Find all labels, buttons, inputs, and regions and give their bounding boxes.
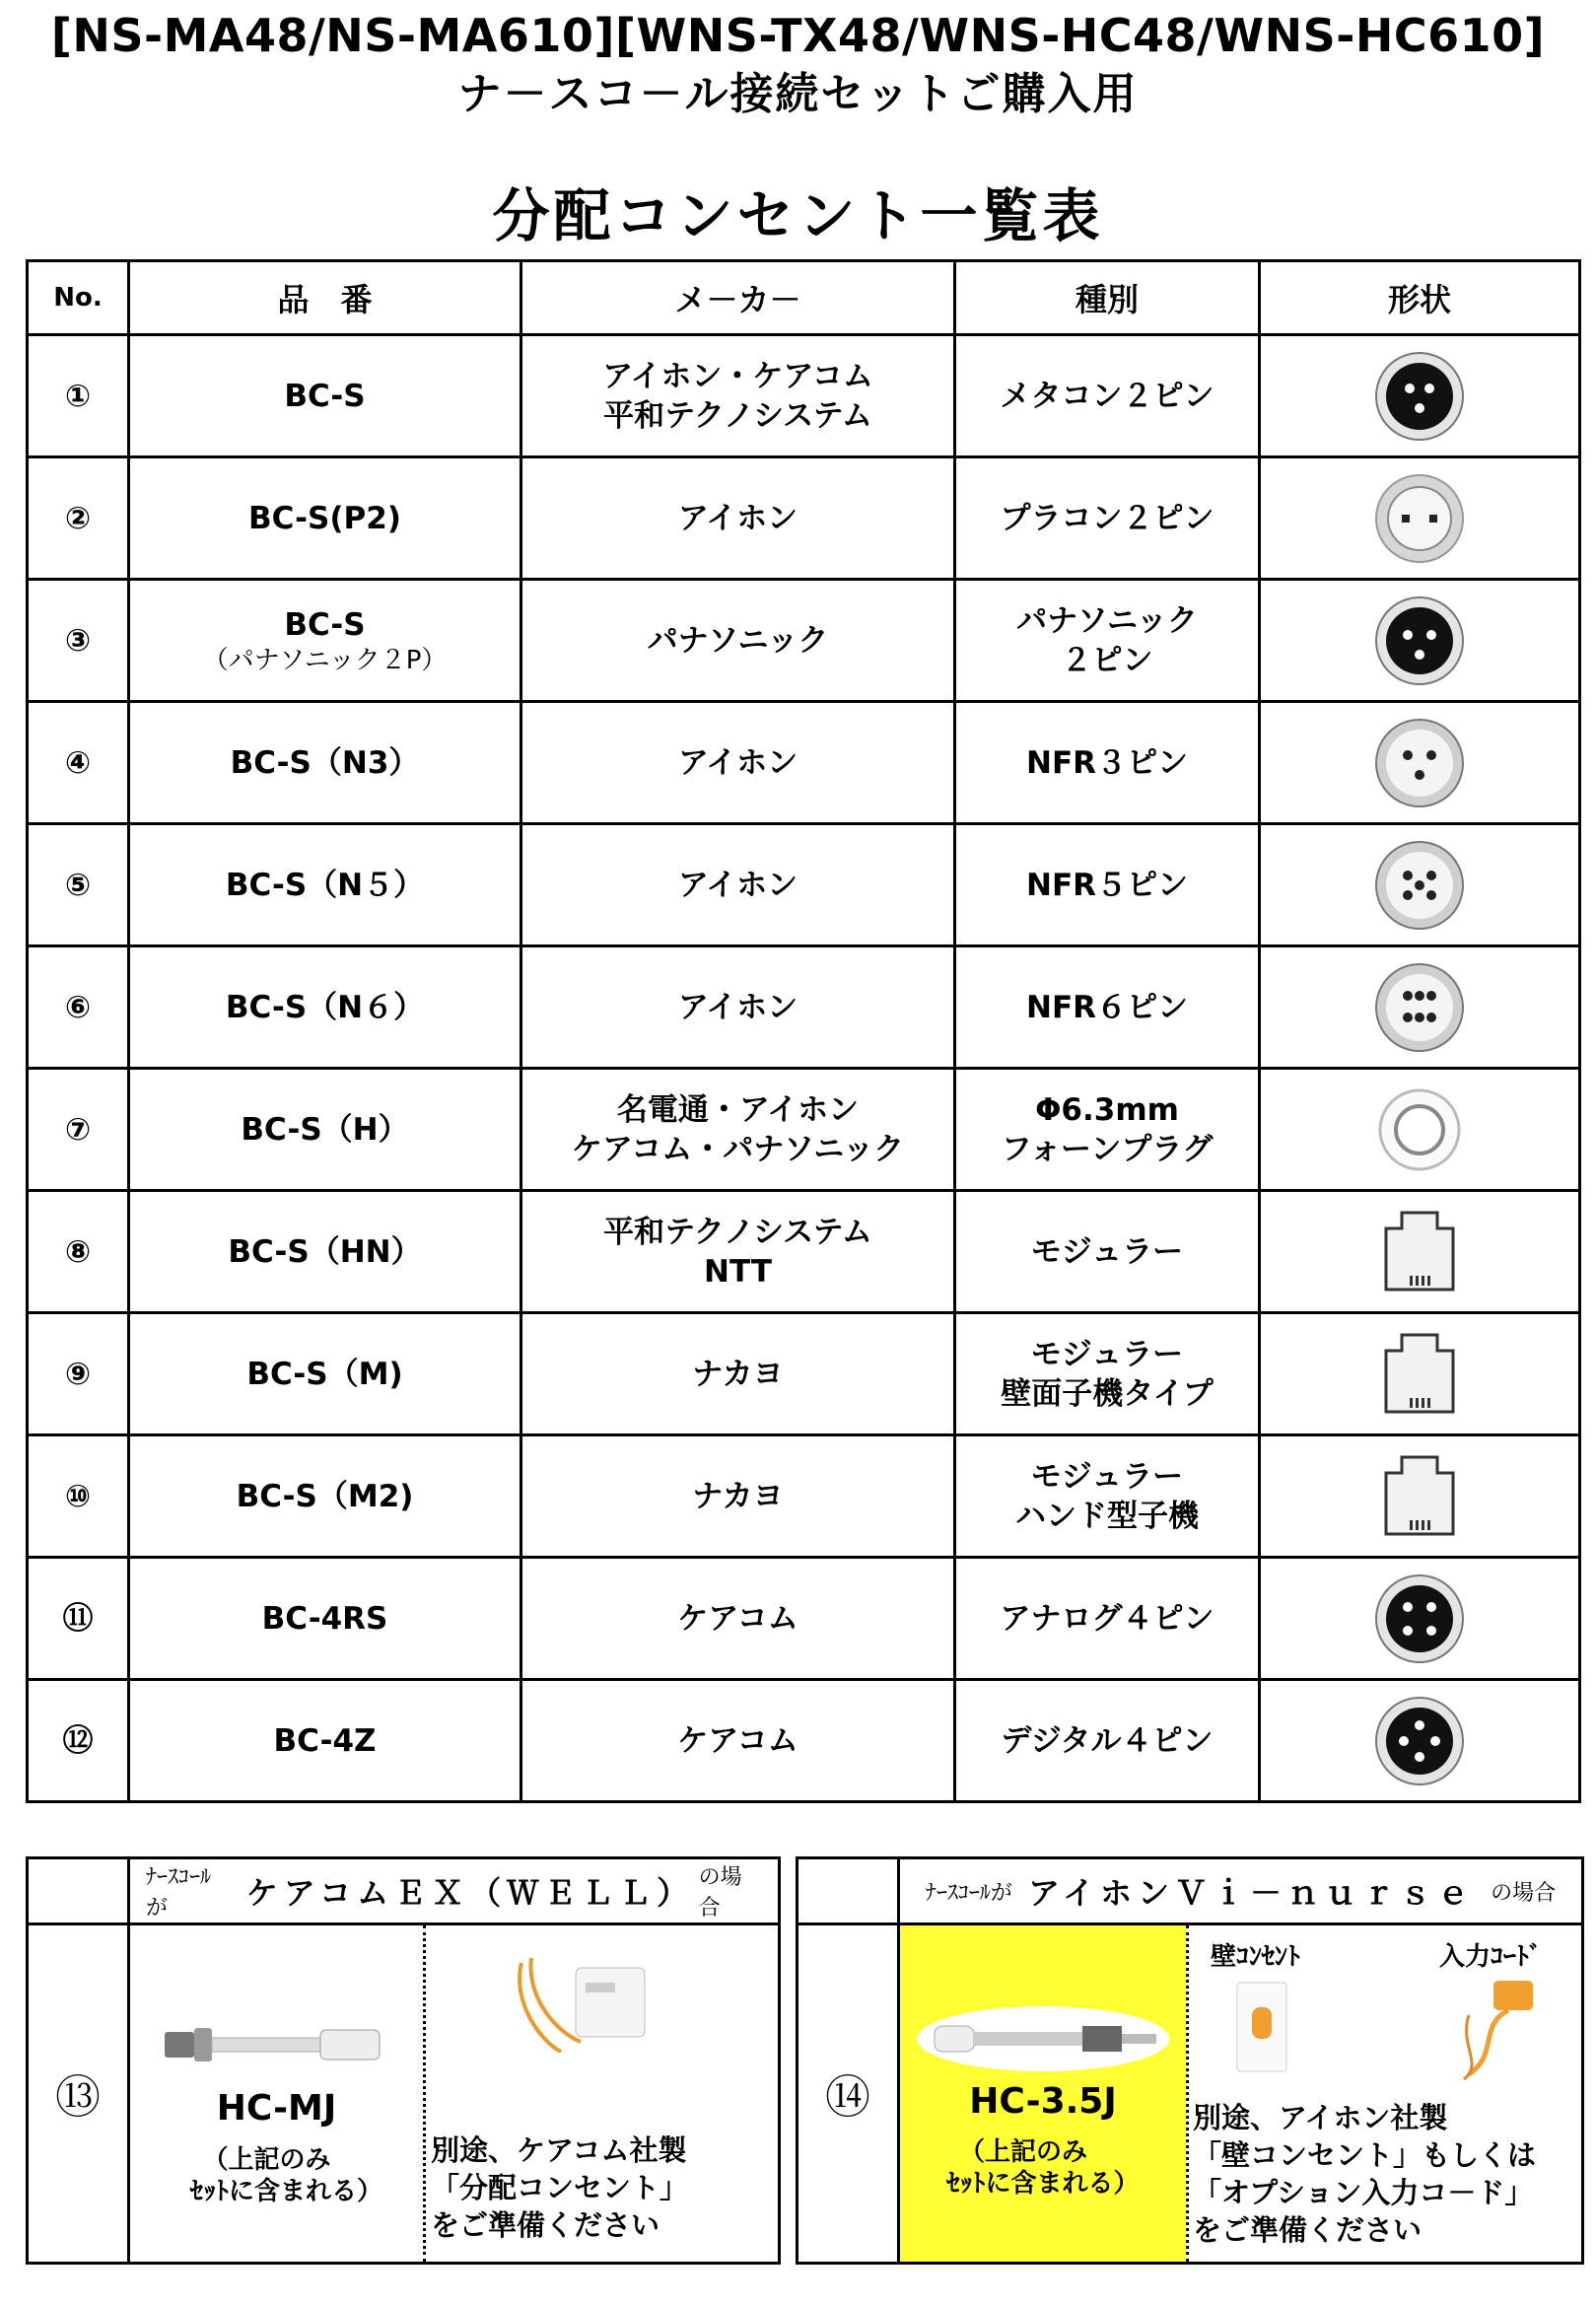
box14-header-name: アイホンＶｉ－ｎｕｒｓｅ xyxy=(1027,1874,1476,1912)
box13-product-note-1: （上記のみ xyxy=(202,2145,331,2175)
box14-header-suffix: の場合 xyxy=(1491,1880,1557,1906)
row-number: ⑪ xyxy=(28,1558,129,1680)
box13-product-note-2: ｾｯﾄに含まれる） xyxy=(189,2177,382,2206)
product-code-text: BC-S（M2) xyxy=(236,1478,414,1514)
maker-line: アイホン・ケアコム xyxy=(602,358,873,394)
product-code-text: BC-S（N５） xyxy=(225,867,425,903)
product-code-text: BC-S（H） xyxy=(241,1111,409,1148)
maker-line: ナカヨ xyxy=(692,1356,784,1392)
box14-note-line3: 「オプション入力コ－ド」 xyxy=(1193,2176,1534,2209)
modular-jack-icon xyxy=(1372,1449,1467,1544)
analog-4pin-icon xyxy=(1372,1572,1467,1666)
outlet-table xyxy=(26,259,1581,1803)
maker xyxy=(521,824,955,946)
table-row xyxy=(28,1313,1580,1435)
box13-note-line2: 「分配コンセント」 xyxy=(431,2171,689,2204)
nfr-6pin-icon xyxy=(1372,960,1467,1055)
table-row xyxy=(28,946,1580,1069)
col-header-no: No. xyxy=(28,261,129,335)
table-row xyxy=(28,824,1580,946)
box14-divider xyxy=(1186,1925,1189,2262)
connector-type xyxy=(955,1069,1260,1191)
nfr-5pin-icon xyxy=(1372,838,1467,933)
product-code xyxy=(129,1558,521,1680)
box14-header-blank xyxy=(798,1859,900,1925)
modular-jack-icon xyxy=(1372,1327,1467,1422)
box14-product-note-1: （上記のみ xyxy=(958,2137,1087,2167)
box13-number: ⑬ xyxy=(29,1925,130,2262)
table-row xyxy=(28,1191,1580,1313)
maker-line: ケアコム xyxy=(677,1600,798,1637)
connector-type xyxy=(955,1191,1260,1313)
box14-header xyxy=(900,1859,1581,1925)
maker xyxy=(521,1069,955,1191)
connector-type xyxy=(955,824,1260,946)
box13-header-suffix: の場合 xyxy=(698,1865,742,1921)
connector-shape xyxy=(1260,1313,1580,1435)
product-code xyxy=(129,1313,521,1435)
type-line: モジュラー xyxy=(1030,1233,1184,1270)
input-cord-icon xyxy=(1439,1976,1548,2084)
product-code-text: BC-S（HN） xyxy=(228,1233,422,1270)
product-code xyxy=(129,946,521,1069)
hc-mj-cable-icon xyxy=(155,2014,391,2073)
nfr-3pin-icon xyxy=(1372,716,1467,810)
connector-shape xyxy=(1260,1680,1580,1802)
product-code-text: BC-4Z xyxy=(273,1722,377,1759)
table-row xyxy=(28,1435,1580,1558)
maker xyxy=(521,1191,955,1313)
row-number: ⑤ xyxy=(28,824,129,946)
product-code-text: BC-S(P2) xyxy=(248,500,401,536)
box14-product-name: HC-3.5J xyxy=(969,2081,1117,2122)
col-header-type: 種別 xyxy=(955,261,1260,335)
type-line: パナソニック xyxy=(1016,602,1198,639)
model-list: [NS-MA48/NS-MA610][WNS-TX48/WNS-HC48/WNS-HC610] xyxy=(50,9,1546,62)
product-code-text: BC-S xyxy=(284,378,366,414)
maker xyxy=(521,1313,955,1435)
connector-shape xyxy=(1260,824,1580,946)
product-code xyxy=(129,702,521,824)
box13-note xyxy=(431,2131,688,2244)
connector-shape xyxy=(1260,1069,1580,1191)
type-line: Φ6.3mm xyxy=(1035,1091,1179,1128)
maker-line: 平和テクノシステム xyxy=(603,397,872,434)
maker xyxy=(521,335,955,457)
table-row xyxy=(28,1069,1580,1191)
box13-header-blank xyxy=(29,1859,130,1925)
row-number: ⑧ xyxy=(28,1191,129,1313)
col-header-product: 品 番 xyxy=(129,261,521,335)
row-number: ⑨ xyxy=(28,1313,129,1435)
connector-shape xyxy=(1260,335,1580,457)
table-row xyxy=(28,1558,1580,1680)
maker-line: アイホン xyxy=(677,867,798,903)
type-line: NFR５ピン xyxy=(1026,867,1188,903)
product-code xyxy=(129,335,521,457)
box14-number: ⑭ xyxy=(798,1925,900,2262)
box14-product xyxy=(900,1925,1186,2262)
row-number: ⑥ xyxy=(28,946,129,1069)
type-line: プラコン２ピン xyxy=(1000,500,1214,536)
maker-line: 名電通・アイホン xyxy=(616,1091,860,1128)
maker xyxy=(521,702,955,824)
maker-line: ケアコム・パナソニック xyxy=(571,1131,905,1167)
table-row xyxy=(28,580,1580,702)
product-code-text: BC-S xyxy=(284,606,366,643)
connector-type xyxy=(955,1313,1260,1435)
box14-note-line2: 「壁コンセント」もしくは xyxy=(1193,2138,1537,2172)
type-line: NFR６ピン xyxy=(1026,989,1188,1025)
box13-divider xyxy=(423,1925,426,2262)
connector-type xyxy=(955,946,1260,1069)
maker-line: アイホン xyxy=(677,989,798,1025)
connector-type xyxy=(955,457,1260,580)
product-code-text: BC-S（N６） xyxy=(225,989,425,1025)
connector-type xyxy=(955,702,1260,824)
maker xyxy=(521,1680,955,1802)
product-code-text: BC-S（N3） xyxy=(230,744,420,781)
product-code xyxy=(129,824,521,946)
type-line: アナログ４ピン xyxy=(1000,1600,1214,1637)
product-code xyxy=(129,1069,521,1191)
type-line: フォーンプラグ xyxy=(1001,1131,1214,1167)
box-aiphone-vinurse xyxy=(796,1856,1584,2265)
connector-type xyxy=(955,580,1260,702)
table-row xyxy=(28,335,1580,457)
type-line: モジュラー xyxy=(1030,1336,1184,1372)
maker xyxy=(521,580,955,702)
product-code-sub: （パナソニック２P） xyxy=(202,645,448,675)
hc-3-5j-cable-icon xyxy=(915,2004,1171,2073)
box13-header-prefix: ﾅｰｽｺｰﾙが xyxy=(146,1865,212,1921)
careco-outlet-icon xyxy=(502,1943,659,2061)
box14-label-cord: 入力ｺｰﾄﾞ xyxy=(1439,1942,1543,1972)
box13-product xyxy=(130,1925,423,2262)
maker-line: ナカヨ xyxy=(692,1478,784,1514)
table-row xyxy=(28,702,1580,824)
product-code xyxy=(129,457,521,580)
box13-product-name: HC-MJ xyxy=(216,2088,337,2129)
connector-shape xyxy=(1260,580,1580,702)
box14-note-line1: 別途、アイホン社製 xyxy=(1193,2101,1448,2134)
connector-type xyxy=(955,1435,1260,1558)
maker-line: アイホン xyxy=(677,500,798,536)
maker-line: 平和テクノシステム xyxy=(603,1214,872,1250)
placon-2pin-icon xyxy=(1372,471,1467,566)
product-code xyxy=(129,1191,521,1313)
type-line: モジュラー xyxy=(1030,1458,1184,1495)
row-number: ⑩ xyxy=(28,1435,129,1558)
product-code xyxy=(129,1435,521,1558)
box14-header-prefix: ﾅｰｽｺｰﾙが xyxy=(925,1880,1012,1906)
maker xyxy=(521,457,955,580)
product-code-text: BC-4RS xyxy=(261,1600,388,1637)
product-code xyxy=(129,1680,521,1802)
row-number: ① xyxy=(28,335,129,457)
table-row xyxy=(28,1680,1580,1802)
connector-type xyxy=(955,1558,1260,1680)
connector-type xyxy=(955,335,1260,457)
metacon-2pin-icon xyxy=(1372,349,1467,444)
type-line: ハンド型子機 xyxy=(1015,1498,1199,1534)
maker xyxy=(521,946,955,1069)
table-header-row xyxy=(28,261,1580,335)
connector-shape xyxy=(1260,1191,1580,1313)
row-number: ⑫ xyxy=(28,1680,129,1802)
type-line: ２ピン xyxy=(1061,642,1153,678)
connector-shape xyxy=(1260,1435,1580,1558)
box13-outlet-photo xyxy=(502,1943,659,2065)
maker-line: NTT xyxy=(704,1253,772,1290)
box13-note-line3: をご準備ください xyxy=(431,2208,660,2242)
row-number: ⑦ xyxy=(28,1069,129,1191)
maker xyxy=(521,1558,955,1680)
col-header-maker: メ－カ－ xyxy=(521,261,955,335)
digital-4pin-icon xyxy=(1372,1694,1467,1788)
connector-shape xyxy=(1260,1558,1580,1680)
col-header-shape: 形状 xyxy=(1260,261,1580,335)
phone-plug-icon xyxy=(1372,1083,1467,1177)
connector-type xyxy=(955,1680,1260,1802)
connector-shape xyxy=(1260,946,1580,1069)
table-row xyxy=(28,457,1580,580)
wall-outlet-icon xyxy=(1232,1978,1291,2076)
box13-header-name: ケアコムＥＸ（ＷＥＬＬ） xyxy=(245,1874,695,1912)
box14-label-wall: 壁ｺﾝｾﾝﾄ xyxy=(1211,1942,1301,1972)
product-code-text: BC-S（M) xyxy=(246,1356,403,1392)
page-header xyxy=(0,6,1596,124)
row-number: ② xyxy=(28,457,129,580)
box14-note xyxy=(1193,2099,1536,2249)
type-line: メタコン２ピン xyxy=(1000,378,1214,414)
type-line: デジタル４ピン xyxy=(1001,1722,1214,1759)
connector-shape xyxy=(1260,702,1580,824)
maker-line: アイホン xyxy=(677,744,798,781)
type-line: 壁面子機タイプ xyxy=(1001,1375,1214,1412)
header-subtitle: ナ－スコ－ル接続セットご購入用 xyxy=(457,69,1139,119)
type-line: NFR３ピン xyxy=(1026,744,1188,781)
panasonic-2pin-icon xyxy=(1372,594,1467,688)
maker-line: パナソニック xyxy=(647,622,829,659)
box-careco-ex xyxy=(26,1856,781,2265)
connector-shape xyxy=(1260,457,1580,580)
box13-header xyxy=(130,1859,778,1925)
page-title: 分配コンセント一覧表 xyxy=(492,182,1104,249)
box13-note-line1: 別途、ケアコム社製 xyxy=(431,2133,687,2167)
product-code xyxy=(129,580,521,702)
maker xyxy=(521,1435,955,1558)
box14-note-line4: をご準備ください xyxy=(1193,2213,1423,2247)
box14-product-note-2: ｾｯﾄに含まれる） xyxy=(946,2169,1140,2199)
row-number: ④ xyxy=(28,702,129,824)
modular-jack-icon xyxy=(1372,1205,1467,1299)
row-number: ③ xyxy=(28,580,129,702)
maker-line: ケアコム xyxy=(677,1722,798,1759)
